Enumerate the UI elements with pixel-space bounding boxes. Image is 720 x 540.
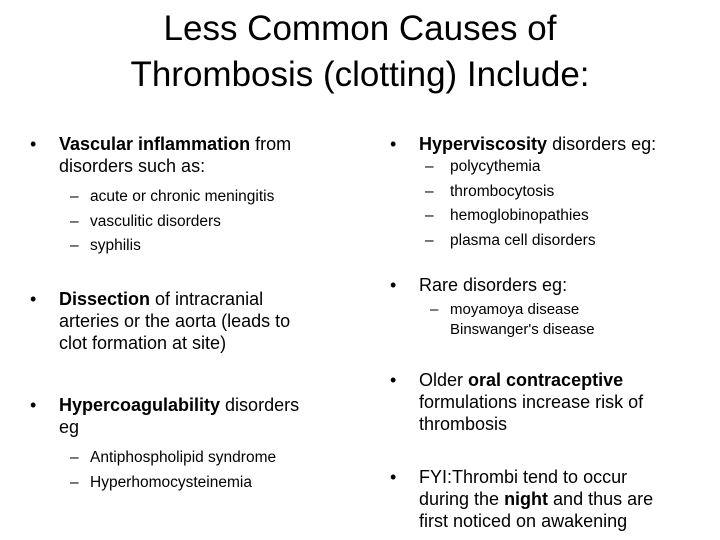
bullet-icon: • <box>390 467 397 487</box>
bullet-rare-disorders <box>390 274 715 340</box>
bullet-text: Rare disorders eg: <box>419 275 568 295</box>
bullet-text: thrombosis <box>419 414 508 434</box>
bullet-text: of intracranial <box>150 289 264 309</box>
bold-term: Hypercoagulability <box>59 395 221 415</box>
sub-item-text: polycythemia <box>450 158 541 175</box>
title-line-1: Less Common Causes of <box>163 9 557 48</box>
bullet-icon: • <box>390 370 397 390</box>
sub-item-text: syphilis <box>90 237 141 254</box>
dash-icon: – <box>430 301 439 318</box>
sub-item <box>59 234 350 259</box>
bullet-icon: • <box>30 395 37 415</box>
bold-term: Dissection <box>59 289 151 309</box>
sub-item <box>390 229 715 254</box>
bullet-hyperviscosity <box>390 133 715 253</box>
dash-icon: – <box>70 188 79 205</box>
dash-icon: – <box>425 182 434 200</box>
dash-icon: – <box>70 237 79 254</box>
sub-item <box>390 204 715 229</box>
bullet-icon: • <box>390 134 397 154</box>
sub-list <box>59 446 350 495</box>
bullet-text: disorders <box>220 395 300 415</box>
bullet-fyi <box>390 466 715 532</box>
dash-icon: – <box>70 449 79 466</box>
bold-term: Vascular inflammation <box>59 134 251 154</box>
sub-item <box>59 210 350 235</box>
sub-item-text: Antiphospholipid syndrome <box>90 449 277 466</box>
title-line-2: Thrombosis (clotting) Include: <box>130 55 590 94</box>
sub-item <box>419 300 715 340</box>
bullet-oral-contraceptive <box>390 369 715 435</box>
bullet-text: formulations increase risk of <box>419 392 644 412</box>
bullet-dissection <box>30 288 350 354</box>
sub-item <box>59 185 350 210</box>
bullet-text: and thus are <box>548 489 654 509</box>
sub-item-text: plasma cell disorders <box>450 231 596 249</box>
sub-item-text: acute or chronic meningitis <box>90 188 275 205</box>
dash-icon: – <box>70 473 79 491</box>
sub-item-text: Hyperhomocysteinemia <box>90 473 252 491</box>
dash-icon: – <box>425 207 434 224</box>
sub-item <box>390 155 715 180</box>
sub-item <box>59 446 350 471</box>
slide-title <box>0 6 720 98</box>
bold-term: oral contraceptive <box>468 370 624 390</box>
sub-item <box>390 180 715 205</box>
bold-term: Hyperviscosity <box>419 134 548 154</box>
bullet-vascular-inflammation <box>30 133 350 259</box>
bullet-icon: • <box>30 289 37 309</box>
sub-item <box>59 471 350 496</box>
bullet-text: Older <box>419 370 469 390</box>
bullet-text: disorders eg: <box>547 134 657 154</box>
sub-list <box>419 300 715 340</box>
dash-icon: – <box>70 212 79 230</box>
bullet-text: disorders such as: <box>59 156 206 176</box>
bullet-text: clot formation at site) <box>59 333 227 353</box>
sub-item-text: moyamoya disease <box>450 301 580 318</box>
bullet-text: first noticed on awakening <box>419 511 628 531</box>
sub-list <box>390 155 715 253</box>
bullet-icon: • <box>30 134 37 154</box>
sub-item-text: hemoglobinopathies <box>450 207 589 224</box>
bullet-text: arteries or the aorta (leads to <box>59 311 291 331</box>
bullet-text: FYI:Thrombi tend to occur <box>419 467 628 487</box>
bullet-text: from <box>250 134 292 154</box>
sub-item-text: Binswanger's disease <box>450 321 595 338</box>
bullet-text: eg <box>59 417 80 437</box>
sub-item-text: vasculitic disorders <box>90 212 221 230</box>
bold-term: night <box>504 489 549 509</box>
dash-icon: – <box>425 231 434 249</box>
bullet-text: during the <box>419 489 505 509</box>
bullet-hypercoagulability <box>30 394 350 495</box>
dash-icon: – <box>425 158 434 175</box>
sub-list <box>59 185 350 259</box>
bullet-icon: • <box>390 275 397 295</box>
sub-item-text: thrombocytosis <box>450 182 555 200</box>
